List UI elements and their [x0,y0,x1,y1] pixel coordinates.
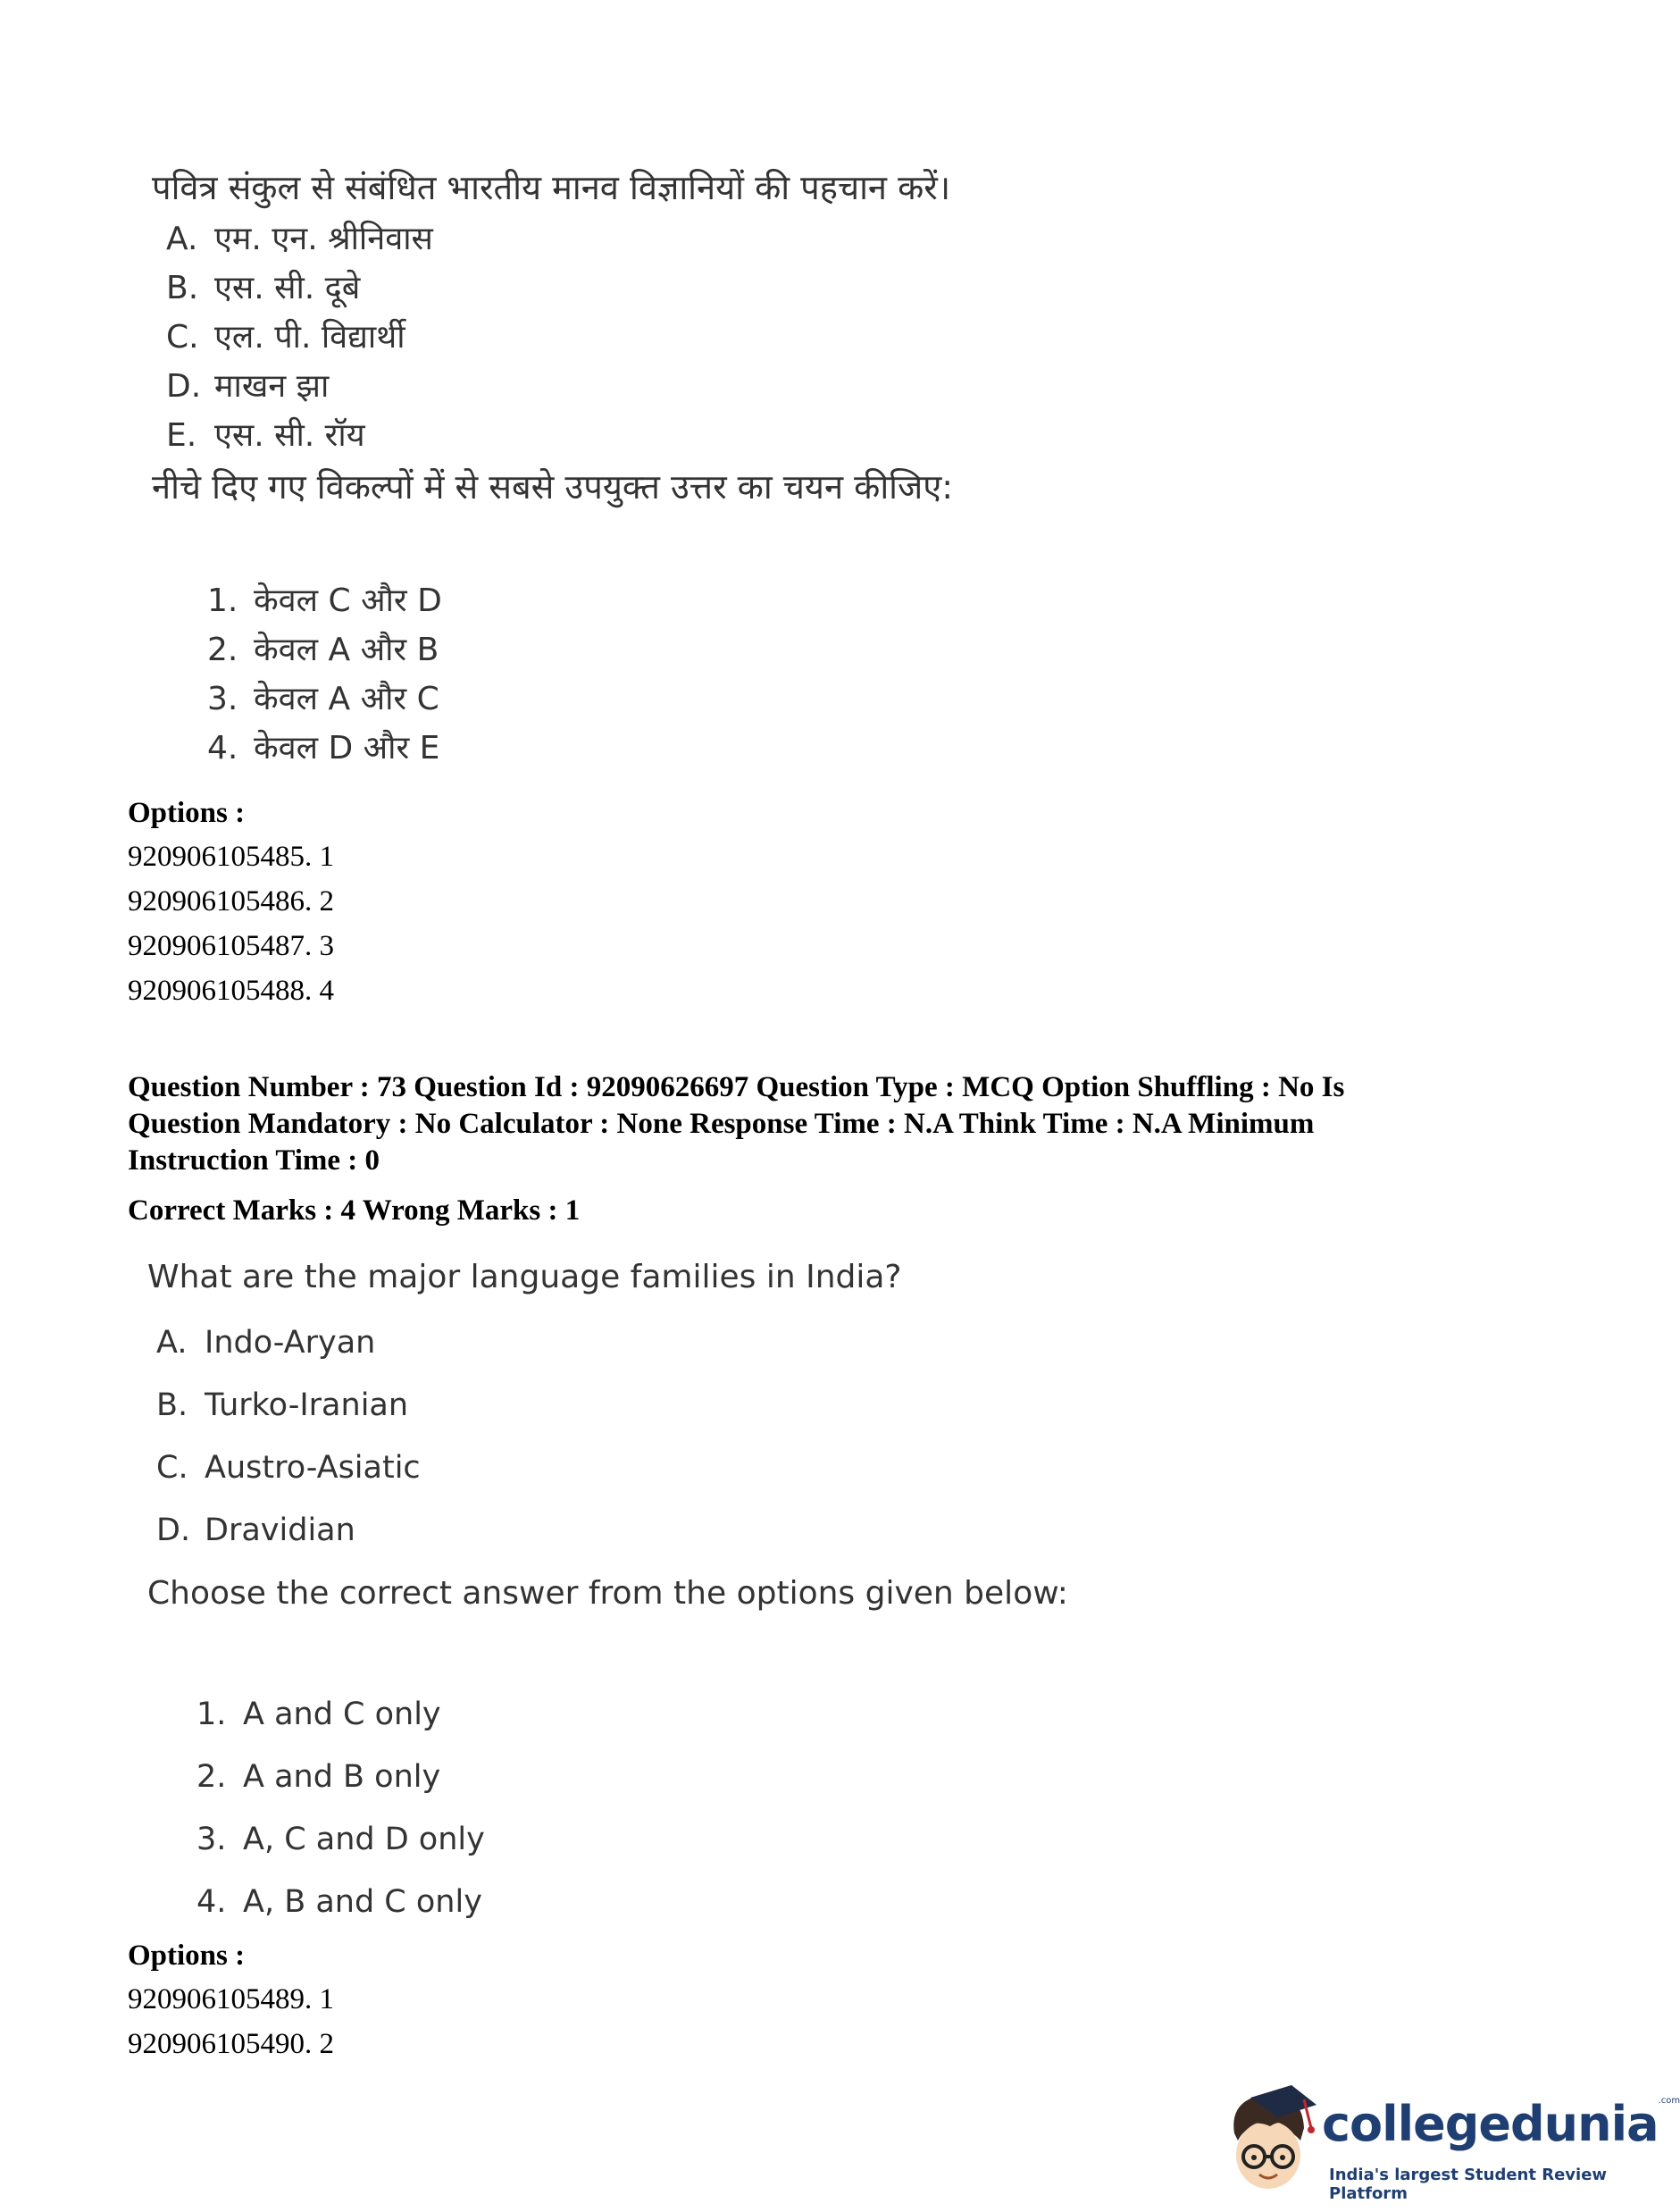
statement-b: B. एस. सी. दूबे [166,270,361,306]
statement-b: B. Turko-Iranian [156,1387,409,1423]
meta-line: Question Mandatory : No Calculator : None Response Time : N.A Think Time : N.A Minimum [128,1108,1315,1140]
mascot-graduate-icon [1215,2082,1322,2207]
answer-choice-3: 3. A, C and D only [196,1822,485,1857]
question-73-block [147,1251,1442,1933]
question-73-meta [128,1069,1521,1179]
answer-choice-1: 1. A and C only [196,1697,441,1732]
answer-choice-4: 4. A, B and C only [196,1884,482,1920]
question-73-answers [196,1683,1442,1933]
statement-c: C. Austro-Asiatic [156,1450,421,1486]
question-72-text: पवित्र संकुल से संबंधित भारतीय मानव विज्ञानियों की पहचान करें। [152,168,951,207]
statement-a: A. एम. एन. श्रीनिवास [166,221,433,257]
logo-tagline: India's largest Student Review Platform [1329,2166,1608,2203]
question-72-block [152,161,1492,773]
statement-d: D. Dravidian [156,1512,355,1548]
statement-e: E. एस. सी. रॉय [166,417,365,454]
option-id: 920906105489. 1 [128,1983,334,2015]
statement-d: D. माखन झा [166,368,330,405]
question-73-options [128,1934,334,2066]
option-id: 920906105486. 2 [128,885,334,917]
option-id: 920906105490. 2 [128,2028,334,2060]
meta-line: Question Number : 73 Question Id : 92090626697 Question Type : MCQ Option Shuffling : No Is [128,1071,1345,1103]
question-72-options [128,792,334,1013]
question-73-marks: Correct Marks : 4 Wrong Marks : 1 [128,1194,581,1227]
logo-wordmark: collegedunia$^{.com}$ [1322,2096,1680,2152]
meta-line: Instruction Time : 0 [128,1144,380,1177]
options-heading: Options : [128,1940,246,1972]
option-id: 920906105485. 1 [128,841,334,873]
collegedunia-logo[interactable] [1215,2082,1680,2207]
question-72-statements [152,214,1492,460]
answer-choice-1: 1. केवल C और D [207,582,442,619]
option-id: 920906105488. 4 [128,975,334,1007]
question-72-answers [207,576,1492,773]
answer-choice-2: 2. केवल A और B [207,632,439,668]
question-73-text: What are the major language families in India? [147,1259,902,1295]
statement-c: C. एल. पी. विद्यार्थी [166,319,405,356]
option-id: 920906105487. 3 [128,930,334,962]
answer-choice-4: 4. केवल D और E [207,730,440,767]
question-73-statements [147,1311,1442,1562]
statement-a: A. Indo-Aryan [156,1325,376,1361]
answer-choice-2: 2. A and B only [196,1759,441,1795]
answer-choice-3: 3. केवल A और C [207,681,439,717]
question-73-instruction: Choose the correct answer from the options given below: [147,1575,1068,1612]
options-heading: Options : [128,797,246,829]
question-72-instruction: नीचे दिए गए विकल्पों में से सबसे उपयुक्त उत्तर का चयन कीजिए: [152,467,954,507]
